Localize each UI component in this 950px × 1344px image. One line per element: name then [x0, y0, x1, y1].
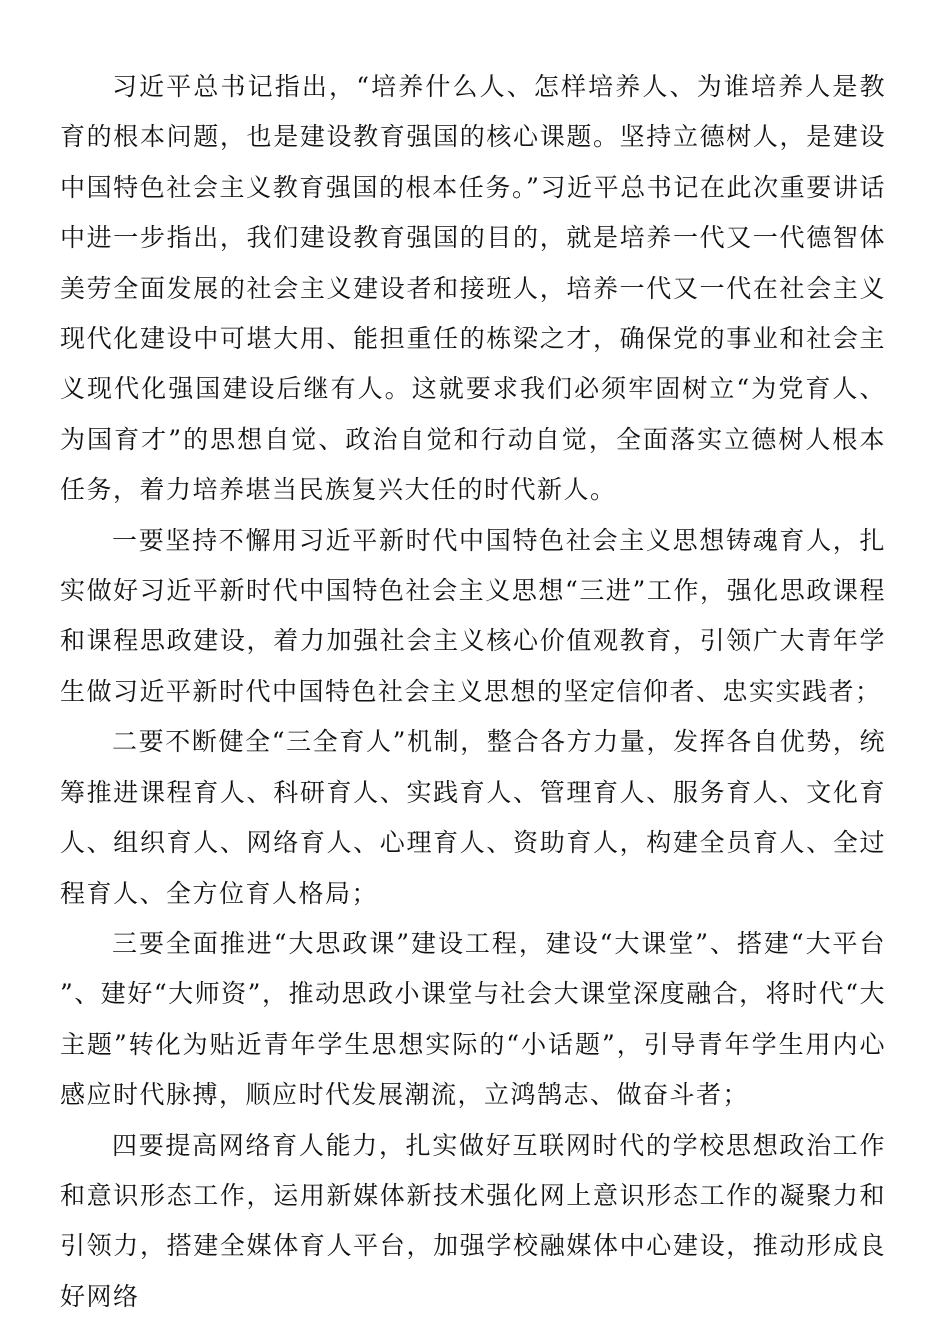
paragraph-point-four: 四要提高网络育人能力，扎实做好互联网时代的学校思想政治工作和意识形态工作，运用新媒体新技术强化网上意识形态工作的凝聚力和引领力，搭建全媒体育人平台，加强学校融媒体中心建设，推动形成良好网络	[60, 1130, 886, 1311]
paragraph-point-two: 二要不断健全“三全育人”机制，整合各方力量，发挥各自优势，统筹推进课程育人、科研育人、实践育人、管理育人、服务育人、文化育人、组织育人、网络育人、心理育人、资助育人，构建全员育人、全过程育人、全方位育人格局；	[60, 727, 886, 908]
paragraph-point-three: 三要全面推进“大思政课”建设工程，建设“大课堂”、搭建“大平台”、建好“大师资”，推动思政小课堂与社会大课堂深度融合，将时代“大主题”转化为贴近青年学生思想实际的“小话题”，引导青年学生用内心感应时代脉搏，顺应时代发展潮流，立鸿鹄志、做奋斗者；	[60, 928, 886, 1110]
paragraph-point-one: 一要坚持不懈用习近平新时代中国特色社会主义思想铸魂育人，扎实做好习近平新时代中国特色社会主义思想“三进”工作，强化思政课程和课程思政建设，着力加强社会主义核心价值观教育，引领广大青年学生做习近平新时代中国特色社会主义思想的坚定信仰者、忠实实践者；	[60, 525, 886, 706]
document-page	[60, 62, 886, 1322]
paragraph-intro: 习近平总书记指出，“培养什么人、怎样培养人、为谁培养人是教育的根本问题，也是建设教育强国的核心课题。坚持立德树人，是建设中国特色社会主义教育强国的根本任务。”习近平总书记在此次重要讲话中进一步指出，我们建设教育强国的目的，就是培养一代又一代德智体美劳全面发展的社会主义建设者和接班人，培养一代又一代在社会主义现代化建设中可堪大用、能担重任的栋梁之才，确保党的事业和社会主义现代化强国建设后继有人。这就要求我们必须牢固树立“为党育人、为国育才”的思想自觉、政治自觉和行动自觉，全面落实立德树人根本任务，着力培养堪当民族复兴大任的时代新人。	[60, 72, 886, 505]
